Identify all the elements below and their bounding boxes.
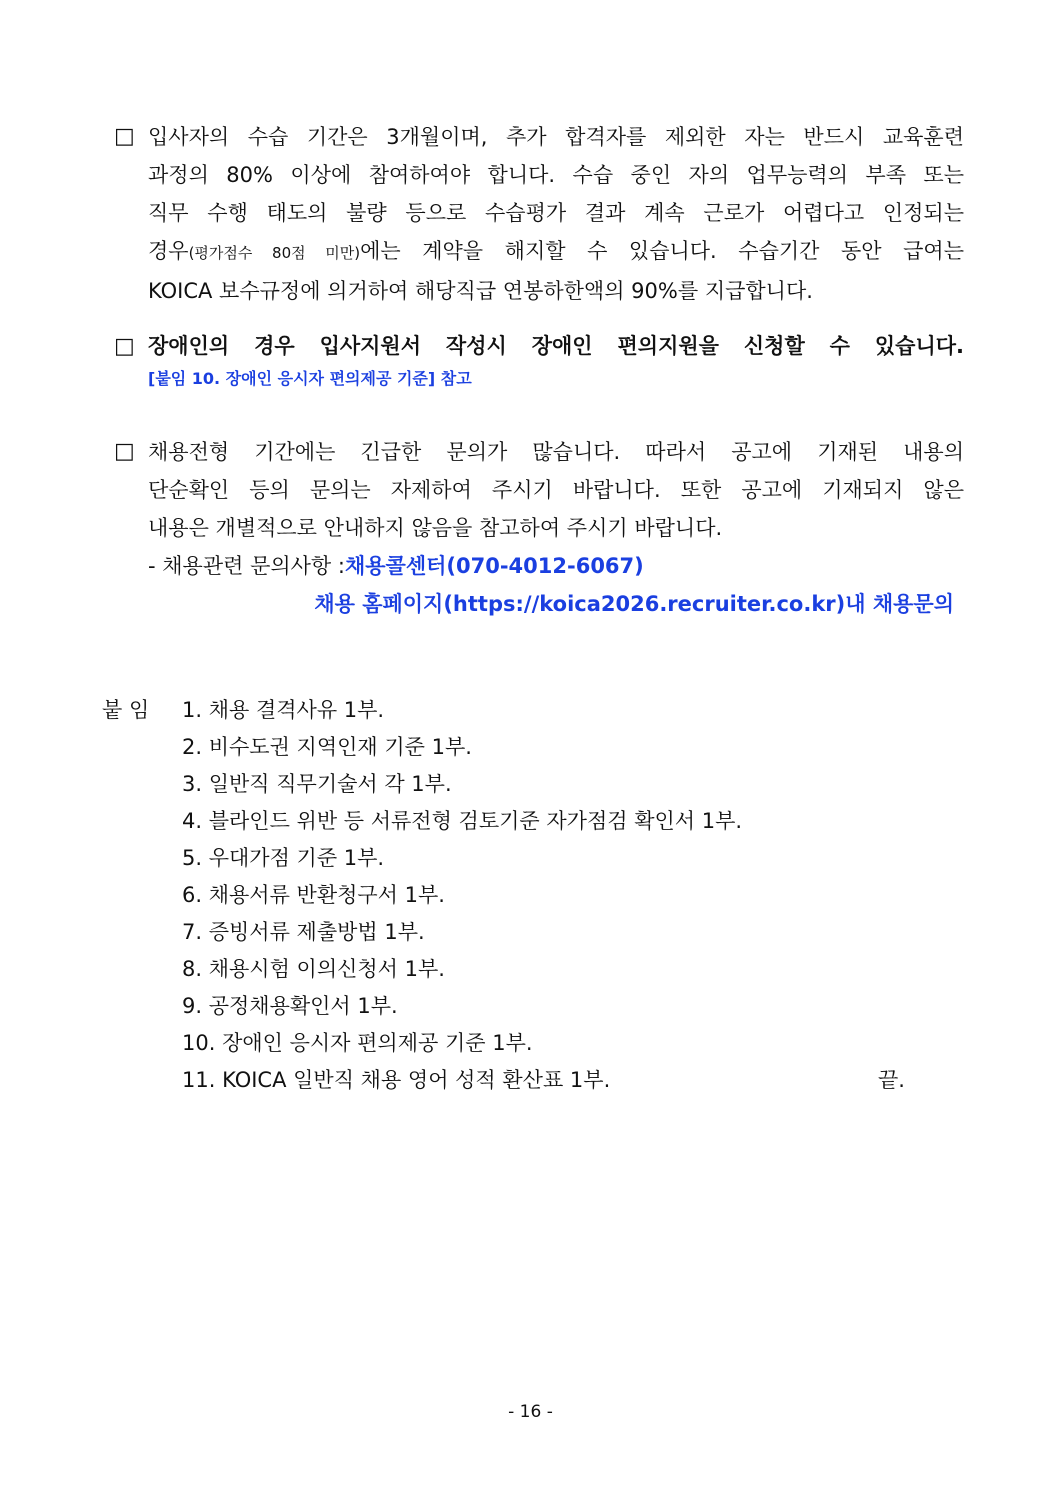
attachment-row (102, 766, 962, 803)
attachment-item-1: 1. 채용 결격사유 1부. (182, 698, 385, 722)
attachment-row (102, 1025, 962, 1062)
training-line-4-note: (평가점수 80점 미만) (188, 244, 361, 262)
inquiry-line-3: 내용은 개별적으로 안내하지 않음을 참고하여 주시기 바랍니다. (148, 516, 723, 540)
attachment-row (102, 692, 962, 729)
attachment-item-3: 3. 일반직 직무기술서 각 1부. (182, 772, 452, 796)
training-line-1: 입사자의 수습 기간은 3개월이며, 추가 합격자를 제외한 자는 반드시 교육훈련 (148, 125, 964, 149)
training-paragraph (114, 118, 964, 310)
attachment-row (102, 951, 962, 988)
section-inquiry (114, 433, 964, 623)
attachments-label: 붙 임 (102, 698, 150, 722)
attachment-row (102, 729, 962, 766)
attachments-list (102, 692, 962, 1099)
inquiry-line-1: 채용전형 기간에는 긴급한 문의가 많습니다. 따라서 공고에 기재된 내용의 (148, 440, 964, 464)
attachment-row (102, 840, 962, 877)
contact-phone[interactable]: 채용콜센터(070-4012-6067) (344, 554, 644, 578)
attachment-row (102, 914, 962, 951)
disability-main: 장애인의 경우 입사지원서 작성시 장애인 편의지원을 신청할 수 있습니다. (148, 334, 964, 358)
attachment-item-10: 10. 장애인 응시자 편의제공 기준 1부. (182, 1031, 533, 1055)
attachment-item-4: 4. 블라인드 위반 등 서류전형 검토기준 자가점검 확인서 1부. (182, 809, 743, 833)
section-disability (114, 328, 964, 394)
attachment-row (102, 877, 962, 914)
attachment-row (102, 803, 962, 840)
attachment-item-7: 7. 증빙서류 제출방법 1부. (182, 920, 425, 944)
end-mark: 끝. (878, 1068, 905, 1092)
disability-paragraph (114, 328, 964, 394)
attachment-item-6: 6. 채용서류 반환청구서 1부. (182, 883, 445, 907)
attachment-item-2: 2. 비수도권 지역인재 기준 1부. (182, 735, 472, 759)
attachment-row (102, 1062, 962, 1099)
page-number: - 16 - (508, 1402, 553, 1422)
disability-text (148, 328, 964, 394)
disability-reference: [붙임 10. 장애인 응시자 편의제공 기준] 참고 (148, 369, 472, 388)
attachment-row (102, 988, 962, 1025)
training-line-5: KOICA 보수규정에 의거하여 해당직급 연봉하한액의 90%를 지급합니다. (148, 279, 813, 303)
attachment-item-11: 11. KOICA 일반직 채용 영어 성적 환산표 1부. (182, 1068, 611, 1092)
inquiry-line-2: 단순확인 등의 문의는 자제하여 주시기 바랍니다. 또한 공고에 기재되지 않은 (148, 478, 964, 502)
checkbox-bullet-icon: □ (114, 334, 135, 359)
inquiry-paragraph (114, 433, 964, 547)
training-text (148, 118, 964, 310)
inquiry-text (148, 433, 964, 547)
attachment-item-8: 8. 채용시험 이의신청서 1부. (182, 957, 445, 981)
section-training (114, 118, 964, 310)
contact-label: - 채용관련 문의사항 : (148, 554, 345, 578)
checkbox-bullet-icon: □ (114, 124, 135, 149)
training-line-2: 과정의 80% 이상에 참여하여야 합니다. 수습 중인 자의 업무능력의 부족 또는 (148, 163, 964, 187)
contact-website[interactable]: 채용 홈페이지(https://koica2026.recruiter.co.kr)내 채용문의 (314, 592, 954, 616)
contact-info (148, 547, 964, 623)
training-line-4-post: 에는 계약을 해지할 수 있습니다. 수습기간 동안 급여는 (360, 239, 964, 263)
checkbox-bullet-icon: □ (114, 439, 135, 464)
training-line-4-pre: 경우 (148, 239, 189, 263)
attachment-item-5: 5. 우대가점 기준 1부. (182, 846, 385, 870)
training-line-4 (148, 232, 964, 272)
attachment-item-9: 9. 공정채용확인서 1부. (182, 994, 398, 1018)
training-line-3: 직무 수행 태도의 불량 등으로 수습평가 결과 계속 근로가 어렵다고 인정되는 (148, 201, 964, 225)
